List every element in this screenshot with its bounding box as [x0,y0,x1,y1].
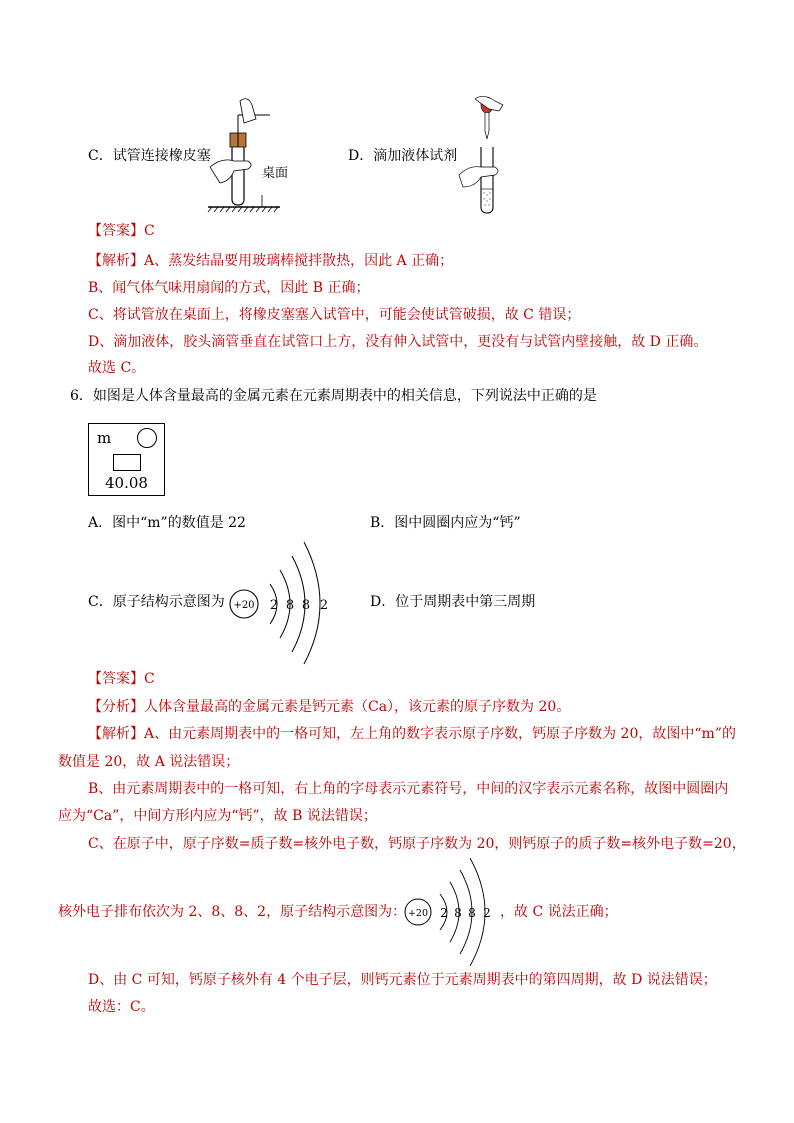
q6-analysis-tag: 【解析】 [88,726,144,742]
atom-analysis-shell-4: 2 [483,906,491,920]
q5-option-d: D．滴加液体试剂 [348,148,458,164]
q6-option-b: B．图中圆圈内应为“钙” [370,515,521,531]
q5-analysis-tag: 【解析】 [88,253,144,269]
atom-analysis-shell-2: 8 [454,906,462,920]
atom-shell-3: 8 [301,598,311,613]
atom-diagram-analysis [402,858,502,966]
q5-option-c: C．试管连接橡皮塞 [88,148,211,164]
q6-jiexi-a2: 数值是 20，故 A 说法错误； [58,754,240,770]
q5-analysis-line-b: B、闻气体气味用扇闻的方式，因此 B 正确； [88,280,370,296]
atom-analysis-shell-3: 8 [468,906,476,920]
q6-option-d: D．位于周期表中第三周期 [370,594,536,610]
q6-jiexi-c2-pre: 核外电子排布依次为 2、8、8、2，原子结构示意图为： [58,904,407,920]
atom-analysis-shell-1: 2 [440,906,448,920]
atom-diagram-option-c [228,540,338,664]
atom-nucleus-label: +20 [233,600,255,611]
q6-fenxi-text: 人体含量最高的金属元素是钙元素（Ca），该元素的原子序数为 20。 [144,699,571,715]
q6-jiexi-c1: C、在原子中，原子序数=质子数=核外电子数，钙原子序数为 20，则钙原子的质子数=核外电子数=20， [88,836,746,852]
q6-jiexi-b2: 应为“Ca”，中间方形内应为“钙”，故 B 说法错误； [58,808,377,824]
q5-answer-value: C [144,223,155,239]
q6-jiexi-d: D、由 C 可知，钙原子核外有 4 个电子层，则钙元素位于元素周期表中的第四周期，故 D 说法错误； [88,972,717,988]
q6-answer-value: C [144,671,155,687]
q5-analysis-line-d: D、滴加液体，胶头滴管垂直在试管口上方，没有伸入试管中，更没有与试管内壁接触，故 D 正确。 [88,334,708,350]
q5-conclusion: 故选 C。 [88,360,146,376]
atom-shell-1: 2 [269,598,279,613]
rubber-stopper-illustration [200,95,310,215]
atom-shell-4: 2 [319,598,329,613]
element-cell [88,423,165,496]
q6-option-a: A．图中“m”的数值是 22 [88,515,246,531]
atom-analysis-nucleus: +20 [407,908,429,919]
q5-answer-tag: 【答案】 [88,223,144,239]
q6-fenxi-tag: 【分析】 [88,699,144,715]
q6-jiexi-c2-post: ，故 C 说法正确； [500,904,618,920]
dropper-illustration [455,95,515,220]
atom-shell-2: 8 [285,598,295,613]
q6-jiexi-b1: B、由元素周期表中的一格可知，右上角的字母表示元素符号，中间的汉字表示元素名称，故图中圆圈内 [88,781,729,797]
element-cell-mass: 40.08 [105,474,148,492]
q5-analysis-line-c: C、将试管放在桌面上，将橡皮塞塞入试管中，可能会使试管破损，故 C 错误； [88,307,581,323]
q6-conclusion: 故选：C。 [88,999,155,1015]
q6-answer-tag: 【答案】 [88,671,144,687]
q6-option-c: C．原子结构示意图为 [88,594,225,610]
desk-label: 桌面 [262,166,289,181]
q6-jiexi-a1: A、由元素周期表中的一格可知，左上角的数字表示原子序数，钙原子序数为 20，故图中“m”的 [144,726,736,742]
q5-analysis-line-a: A、蒸发结晶要用玻璃棒搅拌散热，因此 A 正确； [144,253,454,269]
element-cell-m: m [97,429,112,447]
q6-stem: 6．如图是人体含量最高的金属元素在元素周期表中的相关信息，下列说法中正确的是 [70,388,597,404]
element-symbol-circle [137,428,157,448]
element-name-box [113,454,141,471]
